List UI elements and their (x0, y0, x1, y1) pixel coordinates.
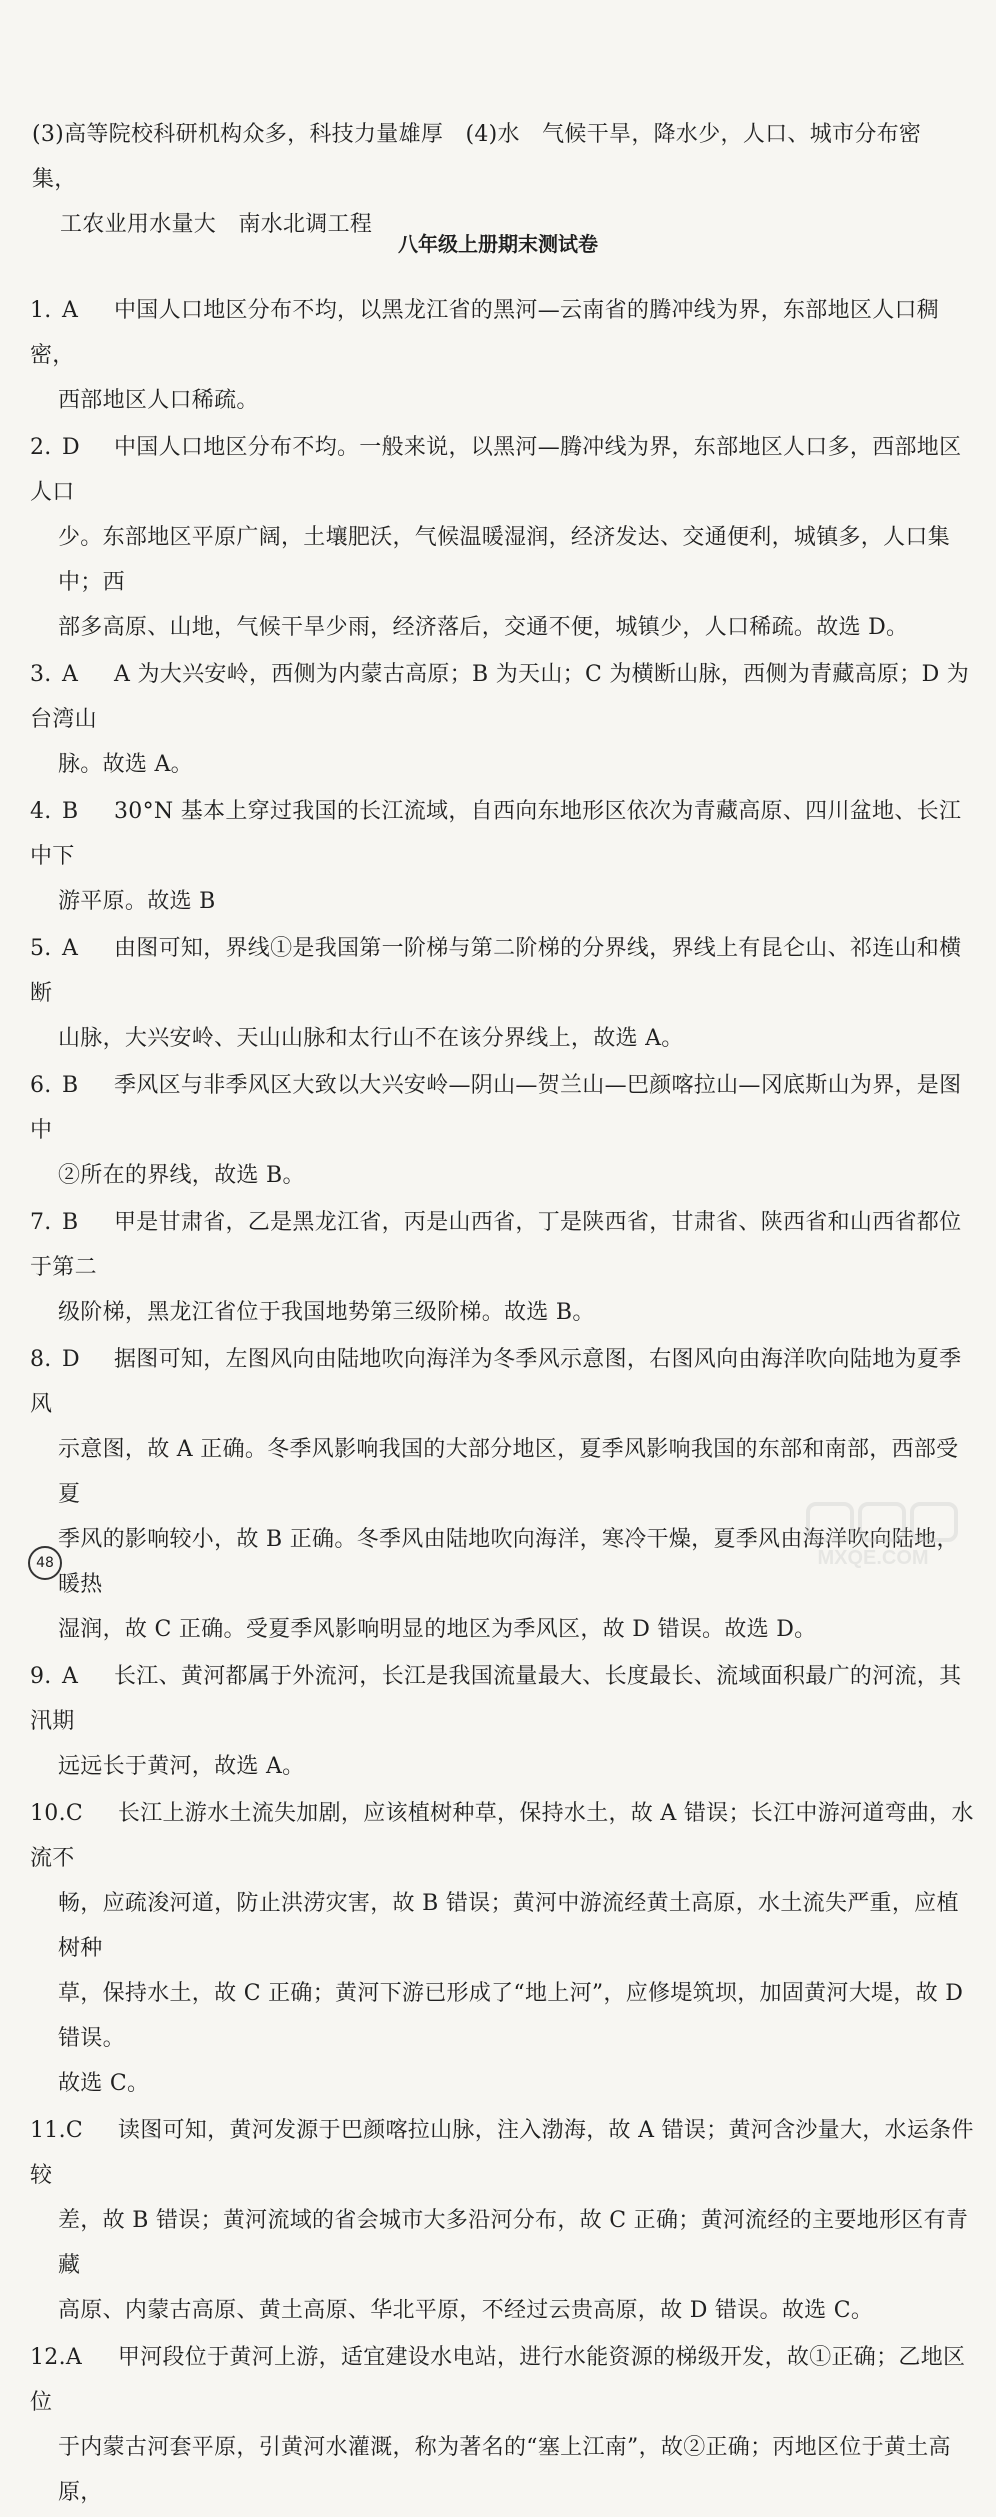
watermark-shape (860, 1504, 904, 1540)
item-answer: C (65, 1801, 84, 1826)
watermark-logo-icon (768, 1500, 978, 1570)
item-answer: A (65, 2345, 83, 2370)
item-answer: B (62, 799, 79, 824)
item-line: 级阶梯，黑龙江省位于我国地势第三级阶梯。故选 B。 (58, 1300, 595, 1325)
item-number: 9. (30, 1664, 52, 1689)
item-line: 湿润，故 C 正确。受夏季风影响明显的地区为季风区，故 D 错误。故选 D。 (58, 1617, 817, 1642)
item-line: 季风的影响较小，故 B 正确。冬季风由陆地吹向海洋，寒冷干燥，夏季风由海洋吹向陆地，暖热 (58, 1527, 959, 1597)
item-number: 3. (30, 662, 52, 687)
item-answer: A (62, 298, 79, 323)
item-answer: A (62, 1664, 79, 1689)
item-number: 2. (30, 435, 52, 460)
watermark-text: MXQE.COM (817, 1547, 929, 1569)
item-line: 少。东部地区平原广阔，土壤肥沃，气候温暖湿润，经济发达、交通便利，城镇多，人口集中；西 (58, 525, 951, 595)
watermark-shape (808, 1504, 852, 1540)
item-number: 1. (30, 298, 52, 323)
item-line: 于内蒙古河套平原，引黄河水灌溉，称为著名的“塞上江南”，故②正确；丙地区位于黄土高原， (58, 2435, 951, 2505)
page-number: 48 (28, 1546, 62, 1580)
section-title: 八年级上册期末测试卷 (398, 232, 598, 256)
item-number: 7. (30, 1210, 52, 1235)
item-line: 游平原。故选 B (58, 889, 216, 914)
item-answer: D (62, 1347, 80, 1372)
item-line: 高原、内蒙古高原、黄土高原、华北平原，不经过云贵高原，故 D 错误。故选 C。 (58, 2298, 874, 2323)
watermark-shape (912, 1504, 956, 1540)
item-answer: B (62, 1210, 79, 1235)
item-number: 6. (30, 1073, 52, 1098)
intro-line-2: 工农业用水量大 南水北调工程 (60, 212, 373, 237)
answer-list (30, 288, 976, 2517)
item-number: 5. (30, 936, 52, 961)
answer-item-7 (30, 1200, 976, 1335)
item-line: 草，保持水土，故 C 正确；黄河下游已形成了“地上河”，应修堤筑坝，加固黄河大堤，故 D 错误。 (58, 1981, 964, 2051)
item-number: 4. (30, 799, 52, 824)
item-line: A 为大兴安岭，西侧为内蒙古高原；B 为天山；C 为横断山脉，西侧为青藏高原；D 为台湾山 (30, 662, 970, 732)
item-line: 甲河段位于黄河上游，适宜建设水电站，进行水能资源的梯级开发，故①正确；乙地区位 (30, 2345, 966, 2415)
item-line: 畅，应疏浚河道，防止洪涝灾害，故 B 错误；黄河中游流经黄土高原，水土流失严重，应植树种 (58, 1891, 959, 1961)
item-line: 据图可知，左图风向由陆地吹向海洋为冬季风示意图，右图风向由海洋吹向陆地为夏季风 (30, 1347, 962, 1417)
answer-item-1 (30, 288, 976, 423)
item-line: 30°N 基本上穿过我国的长江流域，自西向东地形区依次为青藏高原、四川盆地、长江中下 (30, 799, 962, 869)
item-answer: A (62, 662, 79, 687)
answer-item-2 (30, 425, 976, 650)
item-line: 长江上游水土流失加剧，应该植树种草，保持水土，故 A 错误；长江中游河道弯曲，水流不 (30, 1801, 974, 1871)
item-number: 11. (30, 2118, 66, 2143)
item-line: 脉。故选 A。 (58, 752, 193, 777)
item-answer: B (62, 1073, 79, 1098)
item-answer: D (62, 435, 80, 460)
item-line: 西部地区人口稀疏。 (58, 388, 259, 413)
item-line: ②所在的界线，故选 B。 (58, 1163, 305, 1188)
answer-item-12 (30, 2335, 976, 2515)
item-answer: C (65, 2118, 84, 2143)
item-line: 读图可知，黄河发源于巴颜喀拉山脉，注入渤海，故 A 错误；黄河含沙量大，水运条件较 (30, 2118, 974, 2188)
item-line: 部多高原、山地，气候干旱少雨，经济落后，交通不便，城镇少，人口稀疏。故选 D。 (58, 615, 909, 640)
answer-item-10 (30, 1791, 976, 2106)
item-line: 山脉，大兴安岭、天山山脉和太行山不在该分界线上，故选 A。 (58, 1026, 684, 1051)
item-line: 中国人口地区分布不均。一般来说，以黑河—腾冲线为界，东部地区人口多，西部地区人口 (30, 435, 962, 505)
item-line: 甲是甘肃省，乙是黑龙江省，丙是山西省，丁是陕西省，甘肃省、陕西省和山西省都位于第二 (30, 1210, 962, 1280)
item-line: 中国人口地区分布不均，以黑龙江省的黑河—云南省的腾冲线为界，东部地区人口稠密， (30, 298, 940, 368)
answer-item-11 (30, 2108, 976, 2333)
item-number: 12. (30, 2345, 66, 2370)
item-line: 由图可知，界线①是我国第一阶梯与第二阶梯的分界线，界线上有昆仑山、祁连山和横断 (30, 936, 962, 1006)
answer-item-9 (30, 1654, 976, 1789)
item-number: 8. (30, 1347, 52, 1372)
answer-item-6 (30, 1063, 976, 1198)
item-answer: A (62, 936, 79, 961)
intro-line-1: (3)高等院校科研机构众多，科技力量雄厚 (4)水 气候干旱，降水少，人口、城市分布密集， (32, 122, 922, 192)
answer-item-8 (30, 1337, 976, 1652)
answer-item-3 (30, 652, 976, 787)
item-line: 示意图，故 A 正确。冬季风影响我国的大部分地区，夏季风影响我国的东部和南部，西部受夏 (58, 1437, 959, 1507)
item-line: 季风区与非季风区大致以大兴安岭—阴山—贺兰山—巴颜喀拉山—冈底斯山为界，是图中 (30, 1073, 962, 1143)
item-line: 远远长于黄河，故选 A。 (58, 1754, 305, 1779)
item-line: 差，故 B 错误；黄河流域的省会城市大多沿河分布，故 C 正确；黄河流经的主要地形区有青藏 (58, 2208, 969, 2278)
answer-item-4 (30, 789, 976, 924)
item-line: 长江、黄河都属于外流河，长江是我国流量最大、长度最长、流域面积最广的河流，其汛期 (30, 1664, 962, 1734)
item-line: 故选 C。 (58, 2071, 150, 2096)
item-number: 10. (30, 1801, 66, 1826)
answer-item-5 (30, 926, 976, 1061)
